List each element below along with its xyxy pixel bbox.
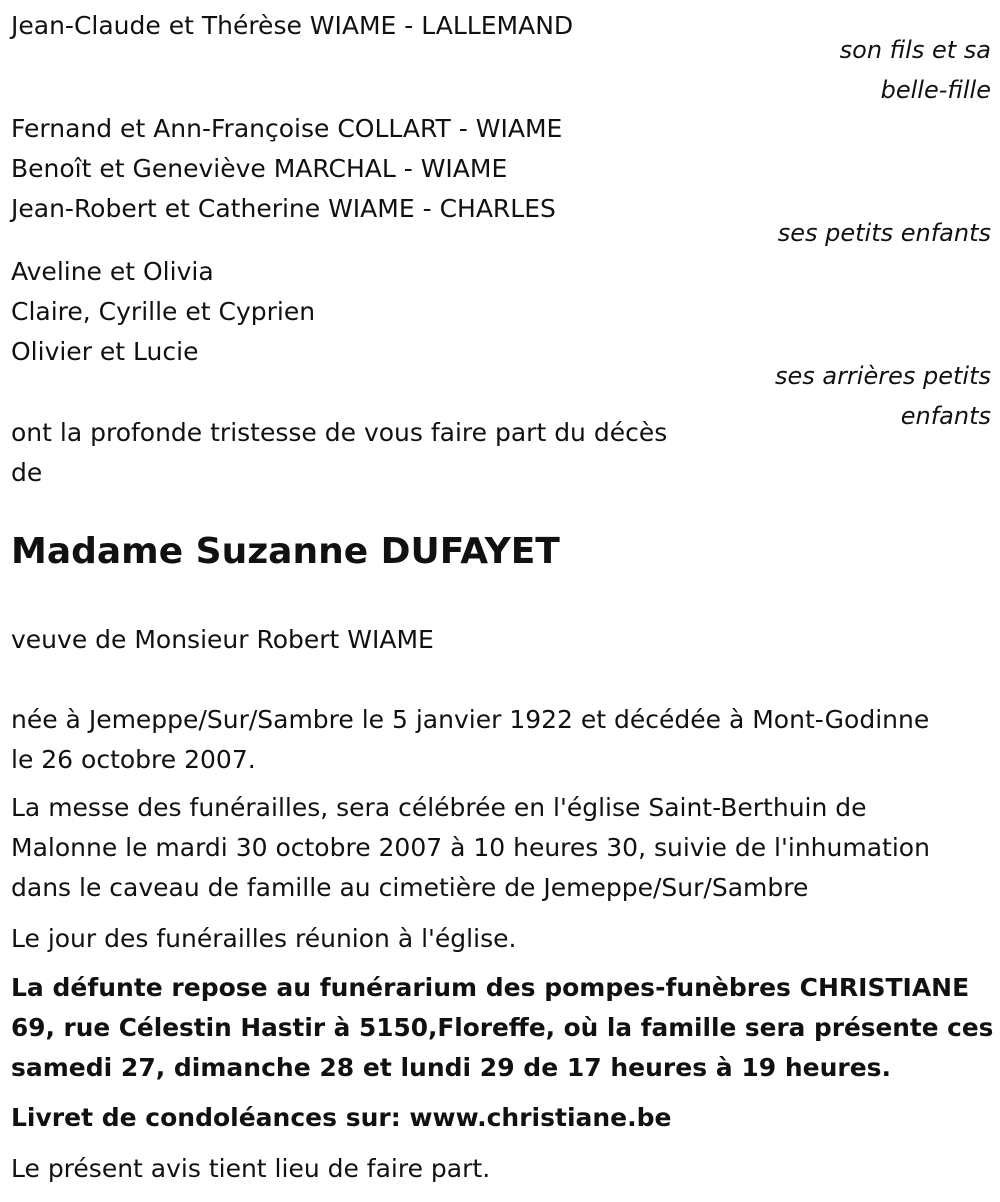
meeting-notice: Le jour des funérailles réunion à l'église. (11, 924, 517, 953)
great-grandchildren-line-2: Claire, Cyrille et Cyprien (11, 297, 316, 326)
announcement-line-1: ont la profonde tristesse de vous faire part du décès (11, 418, 668, 447)
announcement-line-2: de (11, 458, 43, 487)
great-grandchildren-line-3: Olivier et Lucie (11, 337, 199, 366)
funeral-line-2: Malonne le mardi 30 octobre 2007 à 10 heures 30, suivie de l'inhumation (11, 833, 930, 862)
grandchildren-line-3: Jean-Robert et Catherine WIAME - CHARLES (11, 194, 556, 223)
children-names: Jean-Claude et Thérèse WIAME - LALLEMAND (11, 11, 574, 40)
great-grandchildren-line-1: Aveline et Olivia (11, 257, 214, 286)
funeral-line-1: La messe des funérailles, sera célébrée en l'église Saint-Berthuin de (11, 793, 867, 822)
notice-text: Le présent avis tient lieu de faire part. (11, 1154, 491, 1183)
grandchildren-line-2: Benoît et Geneviève MARCHAL - WIAME (11, 154, 508, 183)
grandchildren-line-1: Fernand et Ann-Françoise COLLART - WIAME (11, 114, 563, 143)
funerarium-line-2: 69, rue Célestin Hastir à 5150,Floreffe, où la famille sera présente ces (11, 1013, 994, 1042)
great-grandchildren-role-line-2: enfants (900, 402, 991, 430)
funeral-line-3: dans le caveau de famille au cimetière de Jemeppe/Sur/Sambre (11, 873, 809, 902)
widow-of: veuve de Monsieur Robert WIAME (11, 625, 434, 654)
grandchildren-role: ses petits enfants (777, 219, 991, 247)
deceased-name: Madame Suzanne DUFAYET (11, 531, 560, 572)
children-role-line-1: son fils et sa (839, 36, 991, 64)
funerarium-line-1: La défunte repose au funérarium des pompes-funèbres CHRISTIANE (11, 973, 970, 1002)
birth-death-line-2: le 26 octobre 2007. (11, 745, 256, 774)
children-role-line-2: belle-fille (880, 76, 991, 104)
funerarium-line-3: samedi 27, dimanche 28 et lundi 29 de 17 heures à 19 heures. (11, 1053, 892, 1082)
great-grandchildren-role-line-1: ses arrières petits (774, 362, 991, 390)
birth-death-line-1: née à Jemeppe/Sur/Sambre le 5 janvier 1922 et décédée à Mont-Godinne (11, 705, 930, 734)
condolences-link: Livret de condoléances sur: www.christiane.be (11, 1103, 672, 1132)
